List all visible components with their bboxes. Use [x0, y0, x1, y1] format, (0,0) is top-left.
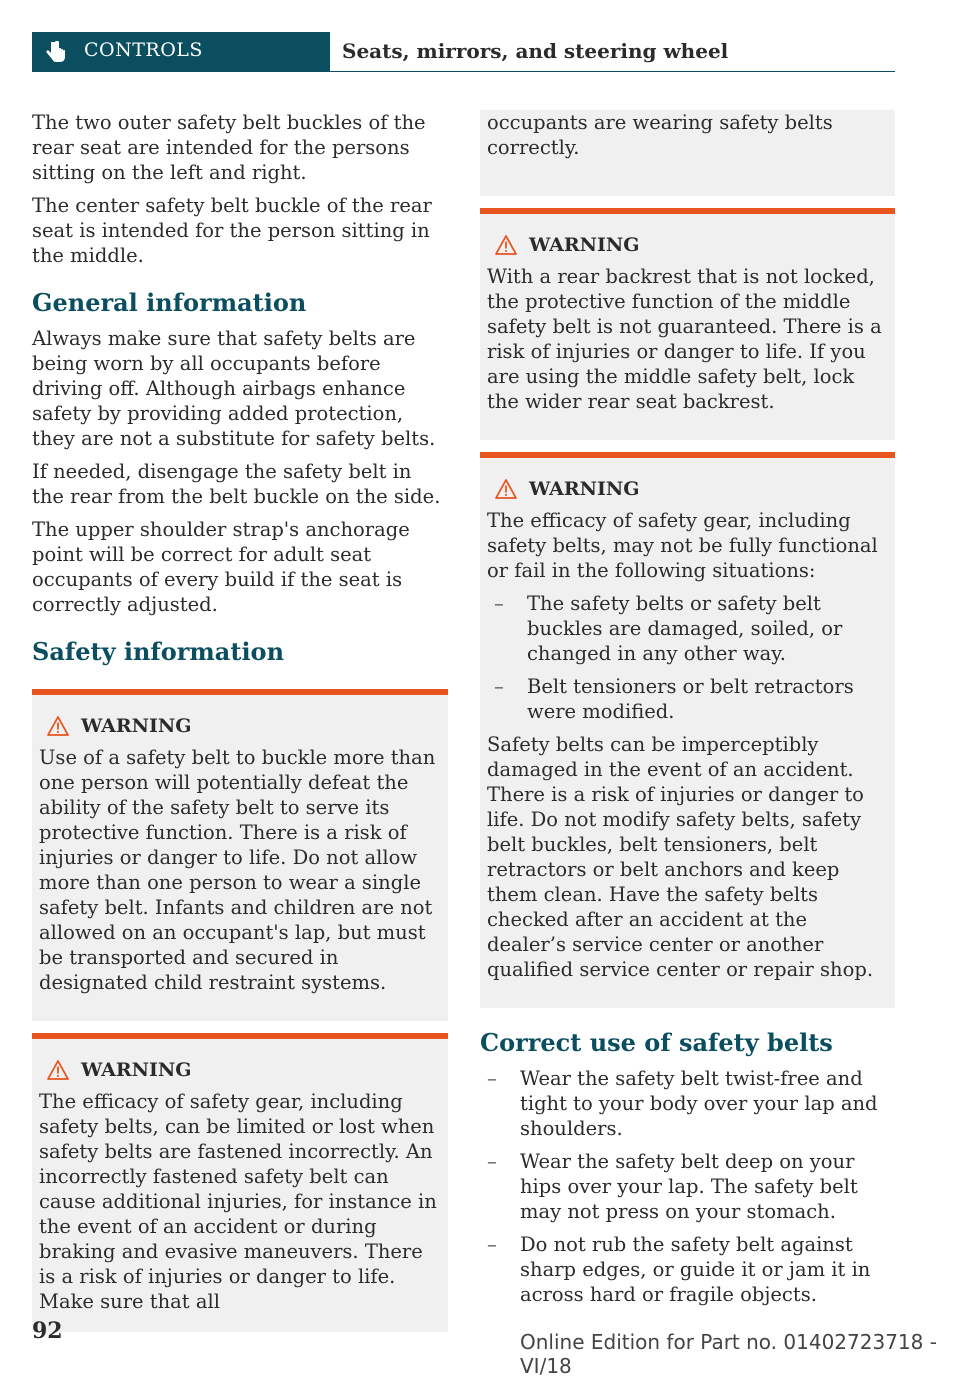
- warning-text-continued: occupants are wearing safety belts correctly.: [487, 111, 833, 159]
- list-item: – Belt tensioners or belt retractors were modified.: [487, 674, 888, 724]
- warning-box-2-continued: [480, 110, 895, 196]
- warning-box-4: [480, 452, 895, 1008]
- warning-triangle-icon: [495, 235, 517, 255]
- warning-box-2: [32, 1033, 448, 1332]
- warning-situation-list: [487, 591, 888, 724]
- warning-title: [39, 715, 441, 737]
- warning-box-3: [480, 208, 895, 440]
- page-number: 92: [32, 1318, 63, 1344]
- warning-label: WARNING: [529, 478, 640, 500]
- right-column: [480, 110, 895, 1315]
- correct-use-heading: Correct use of safety belts: [480, 1028, 833, 1057]
- warning-text: The efficacy of safety gear, including safety belts, can be limited or lost when safety belts are fastened incorrectly. An incorrectly fastened safety belt can cause additional injuries, for instance in the event of an accident or during braking and evasive maneuvers. There is a risk of injuries or danger to life. Make sure that all: [39, 1090, 437, 1313]
- warning-text: Use of a safety belt to buckle more than one person will potentially defeat the ability of the safety belt to serve its protective function. There is a risk of injuries or danger to life. Do not allow more than one person to wear a single safety belt. Infants and children are not allowed on an occupant's lap, but must be transported and secured in designated child restraint systems.: [39, 746, 436, 994]
- warning-title: [39, 1059, 441, 1081]
- safety-information-heading: Safety information: [32, 637, 285, 666]
- general-information-heading: General information: [32, 288, 307, 317]
- list-item: – Wear the safety belt deep on your hips over your lap. The safety belt may not press on your stomach.: [480, 1149, 895, 1224]
- general-paragraph-3: The upper shoulder strap's anchorage point will be correct for adult seat occupants of every build if the seat is correctly adjusted.: [32, 518, 410, 616]
- edition-footer: Online Edition for Part no. 01402723718 - VI/18: [520, 1330, 937, 1378]
- list-item: – The safety belts or safety belt buckles are damaged, soiled, or changed in any other way.: [487, 591, 888, 666]
- warning-box-1: [32, 689, 448, 1021]
- list-item: – Wear the safety belt twist-free and tight to your body over your lap and shoulders.: [480, 1066, 895, 1141]
- hand-pointer-icon: [44, 40, 66, 68]
- list-item: – Do not rub the safety belt against sharp edges, or guide it or jam it in across hard or fragile objects.: [480, 1232, 895, 1307]
- intro-paragraph-2: The center safety belt buckle of the rear seat is intended for the person sitting in the middle.: [32, 194, 432, 267]
- warning-triangle-icon: [47, 716, 69, 736]
- warning-label: WARNING: [81, 1059, 192, 1081]
- warning-text: With a rear backrest that is not locked, the protective function of the middle safety belt is not guaranteed. There is a risk of injuries or danger to life. If you are using the middle safety belt, lock the wider rear seat backrest.: [487, 265, 882, 413]
- page-header: [32, 32, 895, 72]
- warning-intro: The efficacy of safety gear, including safety belts, may not be fully functional or fail in the following situations:: [487, 509, 878, 582]
- warning-text: Safety belts can be imperceptibly damaged in the event of an accident. There is a risk of injuries or danger to life. Do not modify safety belts, safety belt buckles, belt tensioners, belt retractors or belt anchors and keep them clean. Have the safety belts checked after an accident at the dealer’s service center or another qualified service center or repair shop.: [487, 733, 874, 981]
- header-section-label: CONTROLS: [84, 39, 203, 61]
- warning-label: WARNING: [81, 715, 192, 737]
- correct-use-list: [480, 1066, 895, 1307]
- warning-triangle-icon: [495, 479, 517, 499]
- warning-title: [487, 234, 888, 256]
- left-column: [32, 110, 448, 1344]
- header-section-tab: [32, 32, 330, 71]
- warning-title: [487, 478, 888, 500]
- general-paragraph-2: If needed, disengage the safety belt in the rear from the belt buckle on the side.: [32, 460, 441, 508]
- intro-paragraph-1: The two outer safety belt buckles of the rear seat are intended for the persons sitting on the left and right.: [32, 111, 426, 184]
- general-paragraph-1: Always make sure that safety belts are being worn by all occupants before driving off. Although airbags enhance safety by providing added protection, they are not a substitute for safety belts.: [32, 327, 436, 450]
- header-title: Seats, mirrors, and steering wheel: [342, 39, 729, 63]
- warning-label: WARNING: [529, 234, 640, 256]
- warning-triangle-icon: [47, 1060, 69, 1080]
